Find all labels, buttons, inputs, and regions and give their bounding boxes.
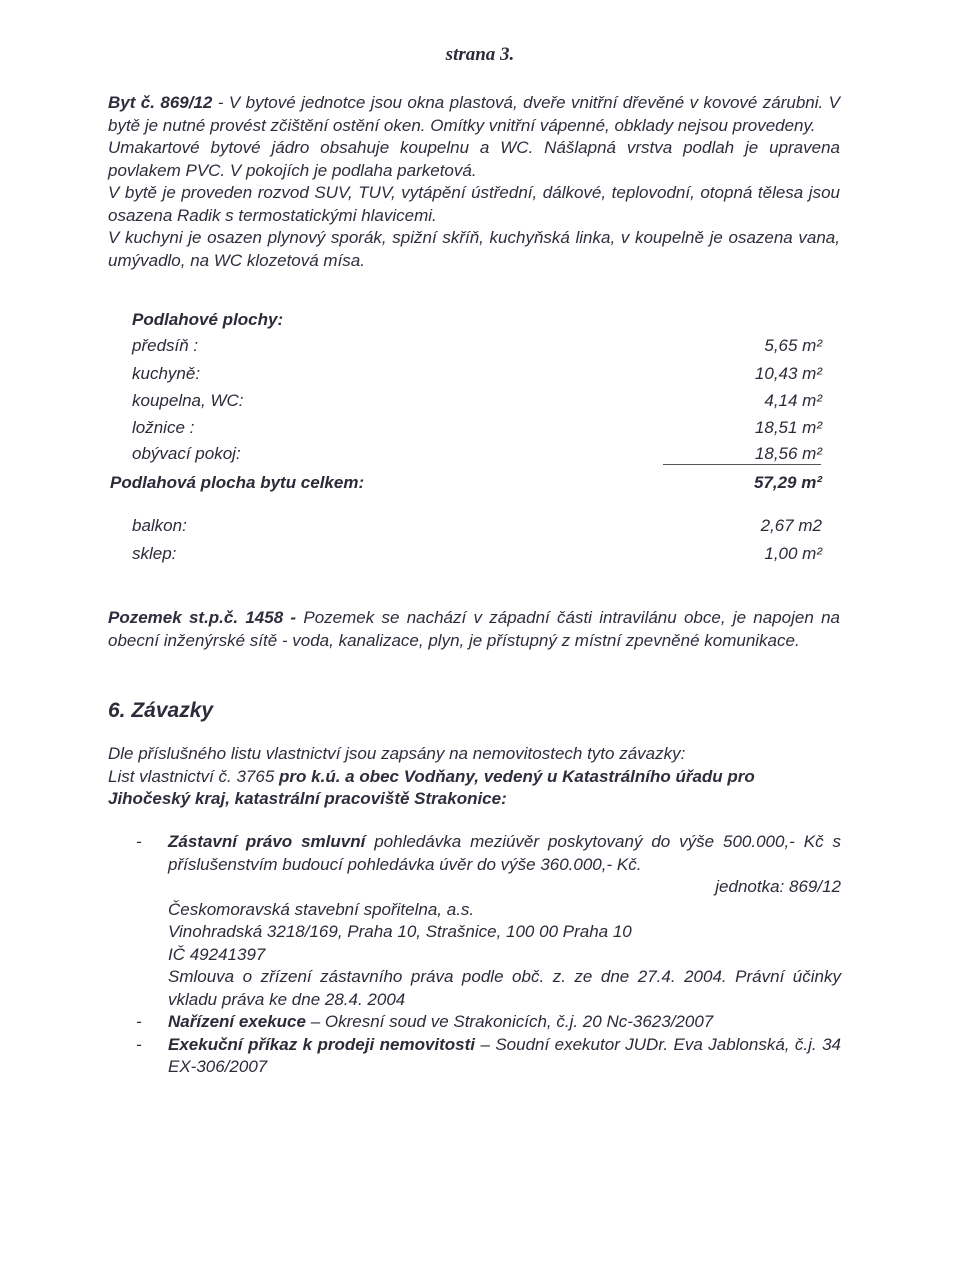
area-value: 18,56 m²: [754, 444, 822, 463]
unit-paragraph-4: V kuchyni je osazen plynový sporák, spižní skříň, kuchyňská linka, v koupelně je osazena vana, umývadlo, na WC klozetová mísa.: [108, 228, 840, 270]
area-label: koupelna, WC:: [132, 391, 244, 410]
area-row: [132, 391, 822, 417]
contract-text: Smlouva o zřízení zástavního práva podle obč. z. ze dne 27.4. 2004. Právní účinky vkladu práva ke dne 28.4. 2004: [168, 967, 841, 1009]
area-label: ložnice :: [132, 418, 195, 437]
total-area-label: Podlahová plocha bytu celkem:: [110, 473, 365, 492]
bank-address: Vinohradská 3218/169, Praha 10, Strašnice, 100 00 Praha 10: [168, 922, 632, 941]
section-heading: 6. Závazky: [108, 699, 214, 722]
area-row: [132, 544, 822, 570]
area-row: [132, 444, 822, 470]
unit-paragraph-2: Umakartové bytové jádro obsahuje koupelnu a WC. Nášlapná vrstva podlah je upravena povlakem PVC. V pokojích je podlaha parketová.: [108, 138, 840, 180]
area-label: sklep:: [132, 544, 177, 563]
item-title: Nařízení exekuce: [168, 1012, 306, 1031]
land-lead: Pozemek st.p.č. 1458 -: [108, 608, 297, 627]
item-title: Zástavní právo smluvní: [168, 832, 366, 851]
area-value: 18,51 m²: [754, 418, 822, 437]
list-item: - Exekuční příkaz k prodeji nemovitosti – Soudní exekutor JUDr. Eva Jablonská, č.j. 34 EX-306/2007: [136, 1034, 841, 1076]
item-title: Exekuční příkaz k prodeji nemovitosti: [168, 1034, 476, 1054]
page-header: strana 3.: [445, 44, 515, 65]
area-value: 2,67 m2: [760, 516, 822, 535]
land-paragraph: Pozemek st.p.č. 1458 - Pozemek se nachází v západní části intravilánu obce, je napojen na obecní inženýrské sítě - voda, kanalizace, plyn, je přístupný z místní zpevněné komunikace.: [108, 608, 840, 650]
area-row: [132, 336, 822, 362]
area-label: balkon:: [132, 516, 187, 535]
bank-name: Českomoravská stavební spořitelna, a.s.: [168, 899, 475, 919]
sum-underline: [663, 464, 821, 465]
area-value: 1,00 m²: [764, 544, 822, 563]
floor-areas-heading: Podlahové plochy:: [132, 310, 284, 329]
area-row: [132, 516, 822, 542]
area-value: 5,65 m²: [764, 336, 822, 355]
area-label: předsíň :: [132, 336, 199, 355]
encumbrances-intro: [108, 743, 840, 811]
area-label: kuchyně:: [132, 364, 201, 383]
area-row: [132, 364, 822, 390]
ownership-sheet-line: List vlastnictví č. 3765 pro k.ú. a obec Vodňany, vedený u Katastrálního úřadu pro Jihočeský kraj, katastrální pracoviště Strakonice:: [108, 766, 755, 808]
unit-paragraph-1: Byt č. 869/12 - V bytové jednotce jsou okna plastová, dveře vnitřní dřevěné v kovové zárubni. V bytě je nutné provést zčištění ostění oken. Omítky vnitřní vápenné, obklady nejsou provedeny.: [108, 93, 840, 135]
encumbrance-list: [136, 831, 841, 1079]
unit-lead: Byt č. 869/12: [108, 93, 213, 112]
area-value: 4,14 m²: [764, 391, 822, 410]
total-area-value: 57,29 m²: [753, 473, 822, 492]
area-value: 10,43 m²: [754, 364, 822, 383]
area-label: obývací pokoj:: [132, 444, 241, 463]
bank-id: IČ 49241397: [168, 944, 266, 964]
unit-paragraph-3: V bytě je proveden rozvod SUV, TUV, vytápění ústřední, dálkové, teplovodní, otopná tělesa jsou osazena Radik s termostatickými hlavicemi.: [108, 183, 840, 225]
unit-ref: jednotka: 869/12: [715, 877, 841, 896]
list-item: - Nařízení exekuce – Okresní soud ve Strakonicích, č.j. 20 Nc-3623/2007: [136, 1012, 714, 1031]
list-item: - Zástavní právo smluvní pohledávka meziúvěr poskytovaný do výše 500.000,- Kč s příslušenstvím budoucí pohledávka úvěr do výše 360.000,- Kč. jednotka: 869/12 Českomoravská stavební spořitelna, a.s. Vinohradská 3218/169, Praha 10, Strašnice, 100 00 Praha 10 IČ 49241397 Smlouva o zřízení zástavního práva podle obč. z. ze dne 27.4. 2004. Právní účinky vkladu práva ke dne 28.4. 2004: [136, 831, 841, 1011]
intro-line: Dle příslušného listu vlastnictví jsou zapsány na nemovitostech tyto závazky:: [108, 744, 686, 763]
unit-description: [108, 92, 840, 272]
area-row: [132, 418, 822, 444]
